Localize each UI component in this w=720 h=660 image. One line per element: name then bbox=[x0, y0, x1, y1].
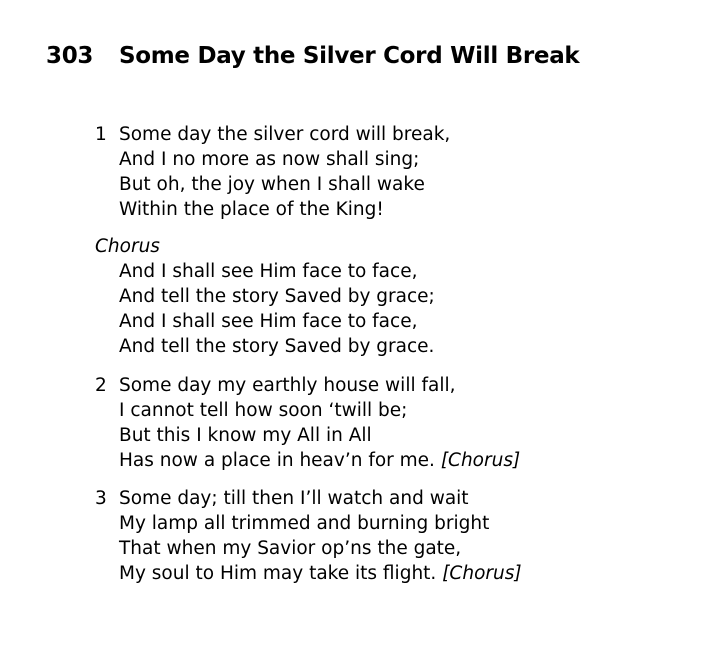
hymn-header bbox=[46, 40, 579, 72]
chorus-line bbox=[95, 259, 435, 284]
chorus-reference: [Chorus] bbox=[442, 563, 522, 584]
verse-1 bbox=[95, 122, 450, 222]
verse-line bbox=[95, 172, 450, 197]
verse-line bbox=[95, 486, 522, 511]
verse-line bbox=[95, 511, 522, 536]
verse-line bbox=[95, 147, 450, 172]
verse-line-text: That when my Savior op’ns the gate, bbox=[119, 538, 462, 559]
chorus-line bbox=[95, 309, 435, 334]
chorus-line-text: And tell the story Saved by grace. bbox=[119, 336, 435, 357]
hymn-number: 303 bbox=[46, 43, 94, 69]
chorus-line-text: And I shall see Him face to face, bbox=[119, 261, 418, 282]
verse-number: 1 bbox=[95, 124, 107, 145]
verse-line bbox=[95, 373, 520, 398]
verse-line-text: Within the place of the King! bbox=[119, 199, 384, 220]
verse-number: 2 bbox=[95, 375, 107, 396]
chorus-line bbox=[95, 284, 435, 309]
verse-line bbox=[95, 197, 450, 222]
verse-line-text: I cannot tell how soon ‘twill be; bbox=[119, 400, 408, 421]
verse-line bbox=[95, 423, 520, 448]
chorus-line bbox=[95, 334, 435, 359]
verse-number: 3 bbox=[95, 488, 107, 509]
chorus bbox=[95, 234, 435, 359]
verse-line bbox=[95, 122, 450, 147]
chorus-line-text: And I shall see Him face to face, bbox=[119, 311, 418, 332]
verse-line bbox=[95, 561, 522, 586]
verse-line-text: But this I know my All in All bbox=[119, 425, 372, 446]
chorus-label: Chorus bbox=[95, 236, 160, 257]
verse-2 bbox=[95, 373, 520, 473]
verse-line-text: Some day my earthly house will fall, bbox=[119, 375, 456, 396]
chorus-line-text: And tell the story Saved by grace; bbox=[119, 286, 435, 307]
hymn-title: Some Day the Silver Cord Will Break bbox=[119, 43, 580, 69]
verse-line bbox=[95, 536, 522, 561]
chorus-reference: [Chorus] bbox=[440, 450, 521, 471]
verse-line-text: Some day; till then I’ll watch and wait bbox=[119, 488, 469, 509]
verse-line-text: My lamp all trimmed and burning bright bbox=[119, 513, 490, 534]
verse-line-text: And I no more as now shall sing; bbox=[119, 149, 420, 170]
verse-line-text: But oh, the joy when I shall wake bbox=[119, 174, 425, 195]
verse-line-text: My soul to Him may take its flight. bbox=[119, 563, 437, 584]
verse-3 bbox=[95, 486, 522, 586]
verse-line bbox=[95, 398, 520, 423]
verse-line-text: Has now a place in heav’n for me. bbox=[119, 450, 435, 471]
verse-line bbox=[95, 448, 520, 473]
verse-line-text: Some day the silver cord will break, bbox=[119, 124, 451, 145]
